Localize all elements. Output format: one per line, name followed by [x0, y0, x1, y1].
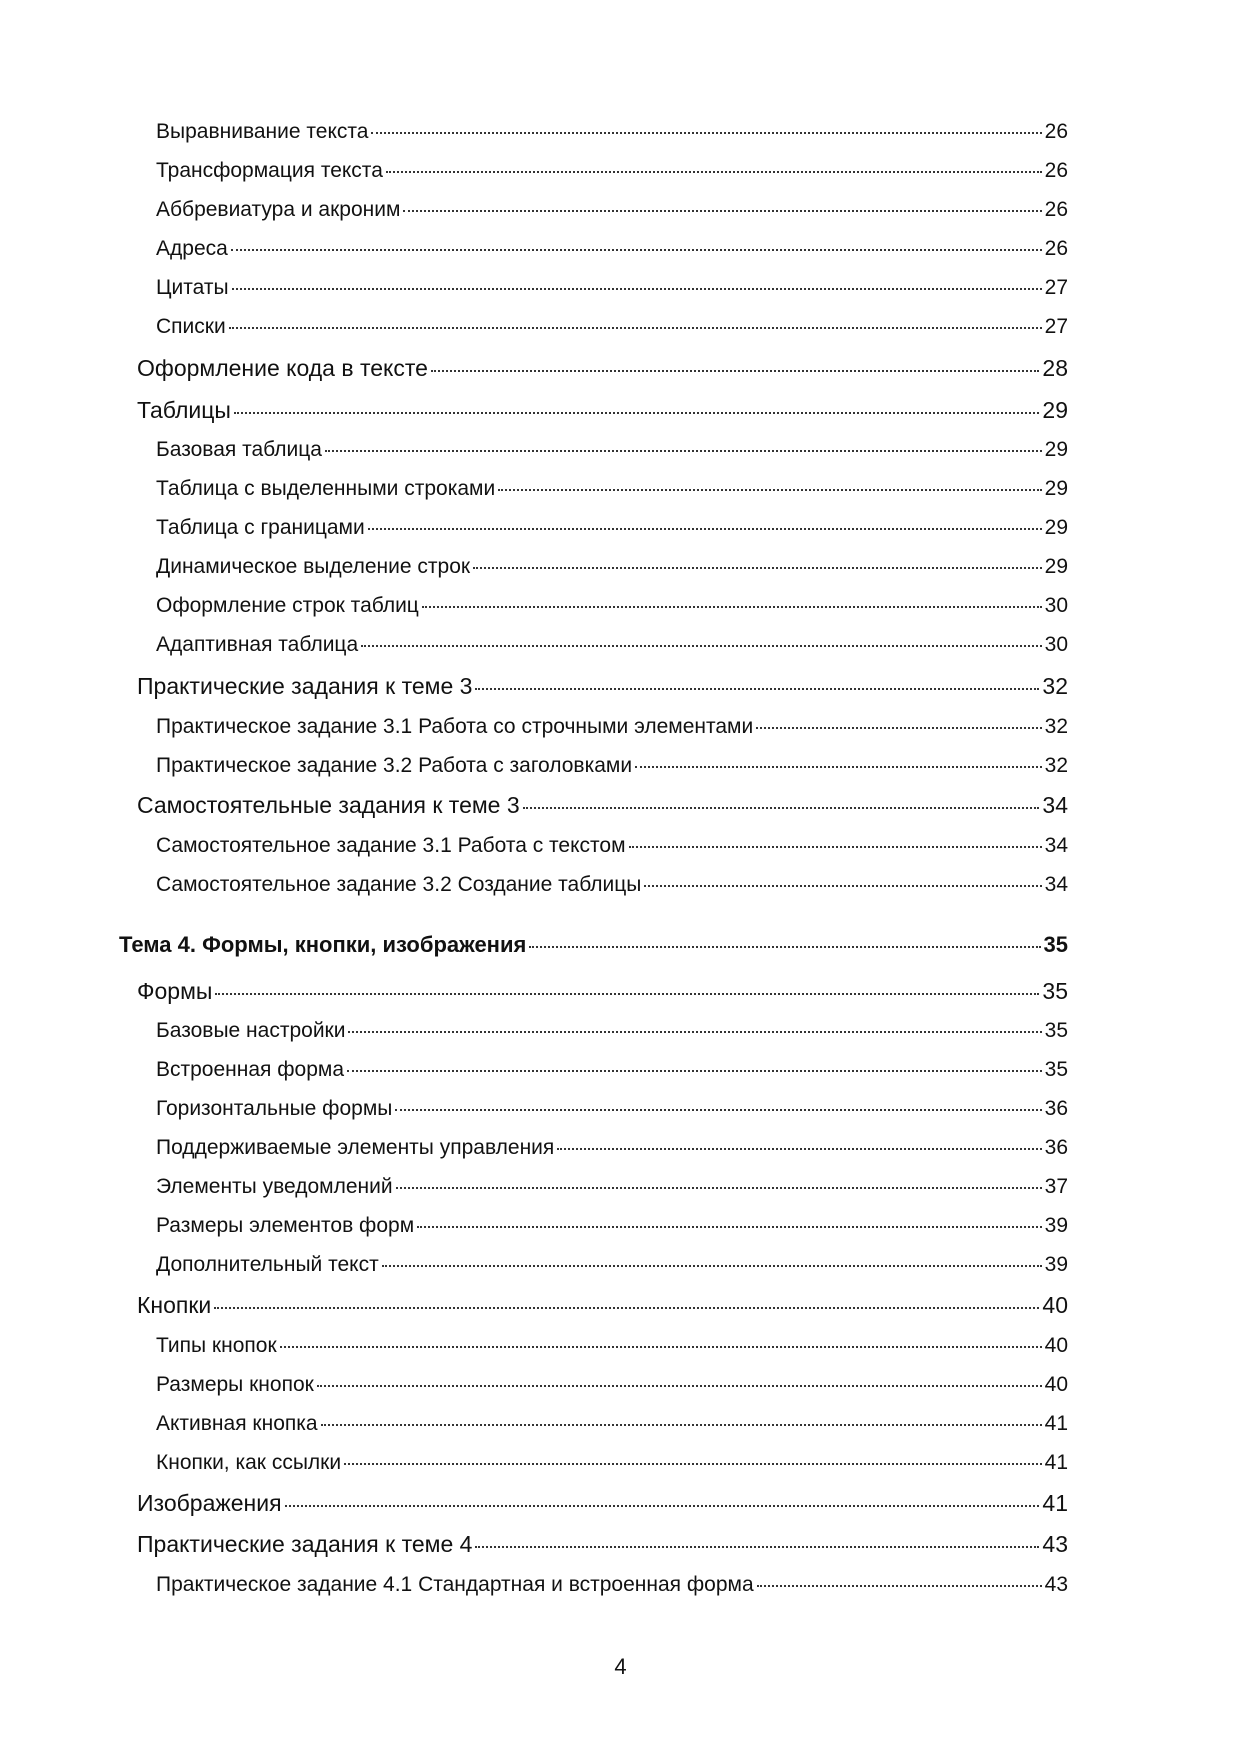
toc-entry-page: 29 [1044, 477, 1068, 500]
dot-leader [347, 1070, 1042, 1072]
toc-entry-page: 26 [1044, 120, 1068, 143]
toc-entry-title: Самостоятельное задание 3.2 Создание таблицы [156, 873, 642, 896]
toc-entry-title: Динамическое выделение строк [156, 555, 471, 578]
toc-entry-page: 39 [1044, 1253, 1068, 1276]
page-number: 4 [614, 1654, 627, 1679]
dot-leader [371, 132, 1041, 134]
toc-entry-page: 26 [1044, 237, 1068, 260]
toc-entry[interactable] [156, 754, 1068, 778]
toc-entry-title: Списки [156, 315, 226, 338]
dot-leader [403, 210, 1041, 212]
toc-entry-title: Оформление строк таблиц [156, 594, 419, 617]
toc-entry[interactable] [156, 1058, 1068, 1082]
toc-entry-title: Цитаты [156, 276, 229, 299]
toc-entry-title: Дополнительный текст [156, 1253, 379, 1276]
toc-entry-title: Типы кнопок [156, 1334, 277, 1357]
dot-leader [756, 727, 1041, 729]
toc-entry-page: 34 [1044, 834, 1068, 857]
toc-entry[interactable] [137, 355, 1068, 382]
dot-leader [757, 1585, 1042, 1587]
toc-entry[interactable] [137, 978, 1068, 1005]
dot-leader [325, 450, 1042, 452]
dot-leader [232, 288, 1042, 290]
toc-entry[interactable] [156, 633, 1068, 657]
toc-entry-title: Адреса [156, 237, 228, 260]
dot-leader [395, 1109, 1041, 1111]
toc-entry-page: 36 [1044, 1136, 1068, 1159]
toc-entry-title: Изображения [137, 1490, 282, 1516]
dot-leader [473, 567, 1042, 569]
toc-entry-title: Аббревиатура и акроним [156, 198, 401, 221]
toc-entry-title: Тема 4. Формы, кнопки, изображения [119, 932, 527, 957]
toc-entry[interactable] [137, 792, 1068, 819]
toc-entry-page: 35 [1043, 932, 1068, 957]
dot-leader [431, 370, 1039, 372]
toc-entry[interactable] [156, 159, 1068, 183]
toc-entry[interactable] [156, 1136, 1068, 1160]
toc-entry[interactable] [156, 1573, 1068, 1597]
toc-entry-page: 34 [1044, 873, 1068, 896]
toc-entry-title: Самостоятельное задание 3.1 Работа с текстом [156, 834, 626, 857]
toc-entry-page: 35 [1044, 1058, 1068, 1081]
toc-entry[interactable] [156, 1097, 1068, 1121]
toc-entry-title: Практические задания к теме 3 [137, 673, 473, 699]
dot-leader [417, 1226, 1042, 1228]
dot-leader [498, 489, 1041, 491]
toc-entry-page: 41 [1044, 1412, 1068, 1435]
dot-leader [557, 1148, 1041, 1150]
toc-entry[interactable] [156, 438, 1068, 462]
toc-entry-page: 30 [1044, 594, 1068, 617]
toc-entry[interactable] [156, 594, 1068, 618]
toc-entry-title: Трансформация текста [156, 159, 383, 182]
dot-leader [629, 846, 1042, 848]
toc-entry-page: 29 [1042, 397, 1068, 423]
toc-entry-page: 32 [1044, 715, 1068, 738]
toc-entry[interactable] [156, 873, 1068, 897]
dot-leader [368, 528, 1042, 530]
dot-leader [344, 1463, 1042, 1465]
dot-leader [529, 946, 1040, 948]
toc-entry-title: Кнопки [137, 1292, 212, 1318]
toc-entry[interactable] [137, 673, 1068, 700]
toc-entry-page: 36 [1044, 1097, 1068, 1120]
toc-entry-title: Практическое задание 3.1 Работа со строчными элементами [156, 715, 754, 738]
toc-entry-title: Элементы уведомлений [156, 1175, 393, 1198]
toc-entry-page: 26 [1044, 159, 1068, 182]
toc-entry[interactable] [156, 516, 1068, 540]
toc-entry-page: 39 [1044, 1214, 1068, 1237]
toc-entry-page: 37 [1044, 1175, 1068, 1198]
dot-leader [475, 688, 1039, 690]
toc-entry[interactable] [156, 1334, 1068, 1358]
toc-entry-title: Практическое задание 3.2 Работа с заголовками [156, 754, 633, 777]
dot-leader [644, 885, 1041, 887]
dot-leader [317, 1385, 1042, 1387]
toc-entry[interactable] [156, 555, 1068, 579]
toc-entry-page: 41 [1044, 1451, 1068, 1474]
toc-entry[interactable] [156, 1019, 1068, 1043]
toc-entry[interactable] [137, 1531, 1068, 1558]
dot-leader [523, 807, 1040, 809]
toc-entry-page: 43 [1044, 1573, 1068, 1596]
toc-entry[interactable] [156, 477, 1068, 501]
dot-leader [321, 1424, 1042, 1426]
dot-leader [229, 327, 1042, 329]
toc-entry-title: Встроенная форма [156, 1058, 344, 1081]
toc-entry-title: Таблица с выделенными строками [156, 477, 496, 500]
toc-entry-title: Самостоятельные задания к теме 3 [137, 792, 520, 818]
toc-entry-title: Адаптивная таблица [156, 633, 359, 656]
toc-entry[interactable] [137, 1490, 1068, 1517]
toc-entry-page: 27 [1044, 276, 1068, 299]
dot-leader [396, 1187, 1042, 1189]
toc-entry-page: 29 [1044, 438, 1068, 461]
toc-entry-page: 32 [1042, 673, 1068, 699]
toc-entry[interactable] [156, 1451, 1068, 1475]
toc-entry[interactable] [156, 276, 1068, 300]
toc-entry-page: 43 [1042, 1531, 1068, 1557]
toc-entry[interactable] [156, 1412, 1068, 1436]
dot-leader [215, 993, 1039, 995]
dot-leader [285, 1505, 1040, 1507]
toc-entry-title: Выравнивание текста [156, 120, 369, 143]
toc-entry-page: 40 [1044, 1373, 1068, 1396]
toc-entry[interactable] [156, 237, 1068, 261]
toc-entry-page: 41 [1042, 1490, 1068, 1516]
toc-entry-title: Размеры элементов форм [156, 1214, 415, 1237]
toc-entry[interactable] [156, 1214, 1068, 1238]
toc-entry-title: Базовые настройки [156, 1019, 346, 1042]
toc-entry[interactable] [156, 1373, 1068, 1397]
toc-entry-page: 35 [1042, 978, 1068, 1004]
toc-entry-page: 32 [1044, 754, 1068, 777]
toc-entry-title: Таблицы [137, 397, 231, 423]
toc-entry-title: Базовая таблица [156, 438, 322, 461]
toc-entry-title: Формы [137, 978, 213, 1004]
dot-leader [361, 645, 1042, 647]
toc-entry[interactable] [156, 834, 1068, 858]
dot-leader [386, 171, 1042, 173]
toc-entry-title: Таблица с границами [156, 516, 365, 539]
dot-leader [214, 1307, 1039, 1309]
dot-leader [422, 606, 1042, 608]
dot-leader [635, 766, 1042, 768]
toc-entry-title: Горизонтальные формы [156, 1097, 393, 1120]
toc-entry-page: 34 [1042, 792, 1068, 818]
dot-leader [475, 1546, 1039, 1548]
toc-entry[interactable] [119, 932, 1068, 958]
toc-entry-page: 35 [1044, 1019, 1068, 1042]
toc-entry[interactable] [156, 120, 1068, 144]
toc-entry[interactable] [137, 397, 1068, 424]
toc-entry[interactable] [156, 198, 1068, 222]
dot-leader [234, 412, 1039, 414]
toc-entry-page: 40 [1044, 1334, 1068, 1357]
toc-entry[interactable] [156, 715, 1068, 739]
toc-entry-page: 26 [1044, 198, 1068, 221]
toc-entry-title: Размеры кнопок [156, 1373, 314, 1396]
dot-leader [382, 1265, 1042, 1267]
toc-entry-page: 40 [1042, 1292, 1068, 1318]
toc-entry-page: 30 [1044, 633, 1068, 656]
toc-entry-page: 29 [1044, 555, 1068, 578]
toc-entry-title: Кнопки, как ссылки [156, 1451, 342, 1474]
toc-entry-title: Активная кнопка [156, 1412, 318, 1435]
toc-entry[interactable] [137, 1292, 1068, 1319]
dot-leader [348, 1031, 1041, 1033]
dot-leader [280, 1346, 1042, 1348]
toc-entry-page: 29 [1044, 516, 1068, 539]
toc-entry-page: 27 [1044, 315, 1068, 338]
dot-leader [231, 249, 1042, 251]
toc-entry-title: Практическое задание 4.1 Стандартная и встроенная форма [156, 1573, 754, 1596]
toc-entry[interactable] [156, 1253, 1068, 1277]
toc-entry-title: Практические задания к теме 4 [137, 1531, 473, 1557]
toc-entry[interactable] [156, 315, 1068, 339]
toc-entry-title: Оформление кода в тексте [137, 355, 428, 381]
toc-entry-page: 28 [1042, 355, 1068, 381]
toc-entry[interactable] [156, 1175, 1068, 1199]
toc-entry-title: Поддерживаемые элементы управления [156, 1136, 555, 1159]
